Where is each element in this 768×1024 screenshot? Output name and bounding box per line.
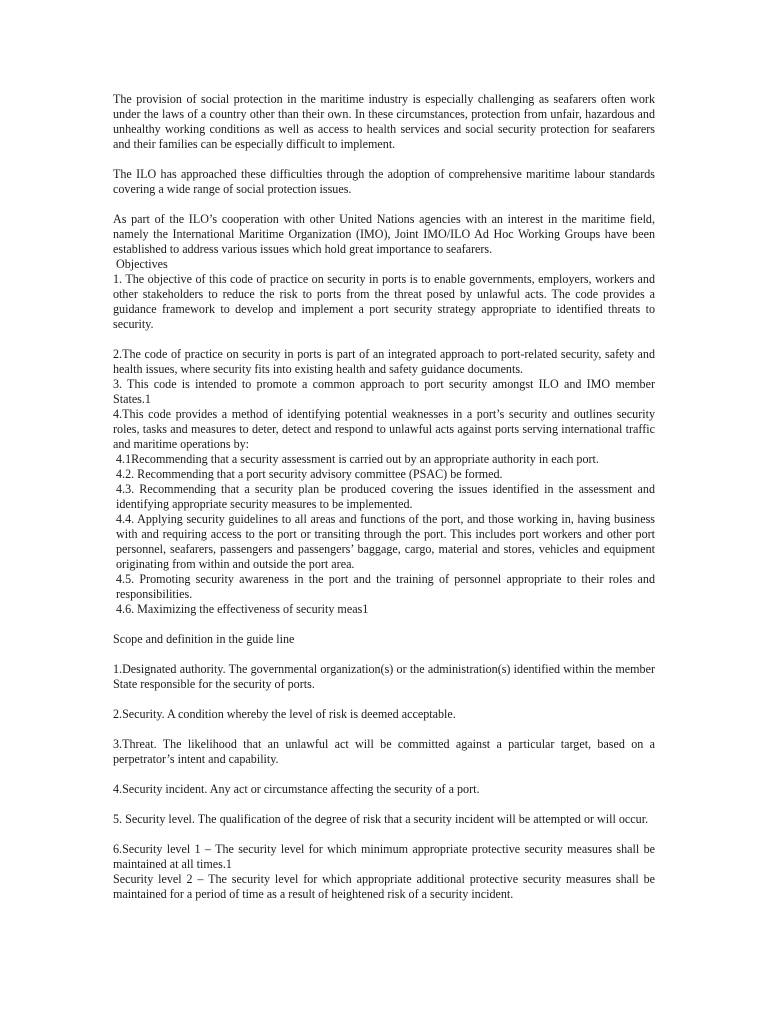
objective-4-1: 4.1Recommending that a security assessment is carried out by an appropriate authority in each port. [116,452,599,466]
objective-4-2: 4.2. Recommending that a port security advisory committee (PSAC) be formed. [116,467,503,481]
objective-4-5: 4.5. Promoting security awareness in the port and the training of personnel appropriate to their roles and responsibilities. [116,572,655,601]
definition-security-incident: 4.Security incident. Any act or circumstance affecting the security of a port. [113,782,480,796]
objective-4-6: 4.6. Maximizing the effectiveness of security meas1 [116,602,369,616]
objective-4-4: 4.4. Applying security guidelines to all areas and functions of the port, and those working in, having business with and requiring access to the port or transiting through the port. This includes port workers and other port personnel, seafarers, passengers and passengers’ baggage, cargo, material and stores, vehicles and equipment originating from within and outside the port area. [116,512,655,571]
definition-security-level: 5. Security level. The qualification of the degree of risk that a security incident will be attempted or will occur. [113,812,649,826]
heading-objectives: Objectives [116,257,168,271]
paragraph-intro: The provision of social protection in the maritime industry is especially challenging as seafarers often work under the laws of a country other than their own. In these circumstances, protection from unfair, hazardous and unhealthy working conditions as well as access to health services and social security protection for seafarers and their families can be especially difficult to implement. [113,92,655,151]
objective-4-3: 4.3. Recommending that a security plan be produced covering the issues identified in the assessment and identifying appropriate security measures to be implemented. [116,482,655,511]
definition-security-level-2: Security level 2 – The security level for which appropriate additional protective security measures shall be maintained for a period of time as a result of heightened risk of a security incident. [113,872,655,901]
definition-threat: 3.Threat. The likelihood that an unlawful act will be committed against a particular target, based on a perpetrator’s intent and capability. [113,737,655,766]
definition-security-level-1: 6.Security level 1 – The security level for which minimum appropriate protective security measures shall be maintained at all times.1 [113,842,655,871]
definition-designated-authority: 1.Designated authority. The governmental organization(s) or the administration(s) identified within the member State responsible for the security of ports. [113,662,655,691]
definition-security: 2.Security. A condition whereby the level of risk is deemed acceptable. [113,707,456,721]
objective-2: 2.The code of practice on security in ports is part of an integrated approach to port-related security, safety and health issues, where security fits into existing health and safety guidance documents. [113,347,655,376]
document-page [113,92,655,902]
paragraph-ilo: The ILO has approached these difficulties through the adoption of comprehensive maritime labour standards covering a wide range of social protection issues. [113,167,655,196]
objective-1: 1. The objective of this code of practice on security in ports is to enable governments, employers, workers and other stakeholders to reduce the risk to ports from the threat posed by unlawful acts. The code provides a guidance framework to develop and implement a port security strategy appropriate to identified threats to security. [113,272,655,331]
objective-3: 3. This code is intended to promote a common approach to port security amongst ILO and IMO member States.1 [113,377,655,406]
heading-scope: Scope and definition in the guide line [113,632,295,646]
objective-4: 4.This code provides a method of identifying potential weaknesses in a port’s security and outlines security roles, tasks and measures to deter, detect and respond to unlawful acts against ports serving international traffic and maritime operations by: [113,407,655,451]
paragraph-cooperation: As part of the ILO’s cooperation with other United Nations agencies with an interest in the maritime field, namely the International Maritime Organization (IMO), Joint IMO/ILO Ad Hoc Working Groups have been established to address various issues which hold great importance to seafarers. [113,212,655,256]
